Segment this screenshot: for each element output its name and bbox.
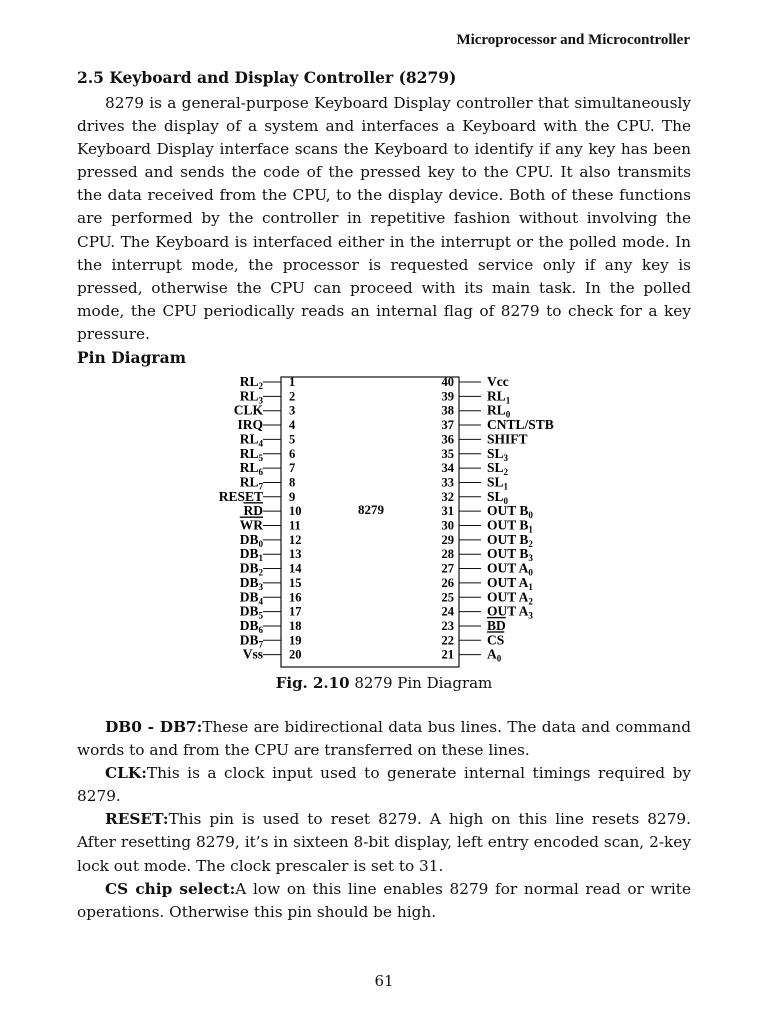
pin-number: 6 [289,446,296,461]
pin-number: 23 [441,618,454,633]
definition-text: This is a clock input used to generate internal timings required by 8279. [77,764,691,806]
pin-subscript: 0 [528,567,533,578]
pin-name: DB [239,531,259,547]
pin-label [234,403,264,418]
pin-subscript: 2 [258,567,263,578]
pin-name: OUT A [487,574,529,590]
page-number: 61 [374,972,394,990]
pin-name: RL [239,374,259,389]
pin-name: RL [239,431,259,447]
definition-cs [77,878,691,924]
pin-number: 8 [289,475,296,490]
pin-subscript: 1 [528,581,533,592]
pin-number: 30 [441,518,454,533]
pin-subscript: 7 [258,481,263,492]
pin-number: 40 [441,375,454,389]
pin-number: 11 [289,518,301,533]
pin-subscript: 4 [258,596,263,607]
pin-number: 31 [441,504,454,519]
pin-number: 24 [441,604,454,619]
pin-definitions [77,716,691,924]
pin-name: RL [239,474,259,490]
chip-body [281,377,459,667]
pin-name: DB [239,603,259,619]
pin-label [487,417,554,432]
pin-number: 7 [289,461,296,476]
pin-number: 17 [289,604,302,619]
pin-number: 2 [289,389,296,404]
pin-number: 12 [289,532,302,547]
pin-name: OUT A [487,603,529,619]
definition-text: These are bidirectional data bus lines. The data and command words to and from the CPU are transferred on these lines. [77,718,691,760]
pin-label [487,632,504,647]
pin-label [487,618,506,633]
pin-subscript: 2 [528,596,533,607]
pin-diagram-heading: Pin Diagram [77,348,187,367]
pin-number: 27 [441,561,454,576]
pin-number: 16 [289,590,302,605]
pin-label [487,374,509,389]
pin-number: 20 [289,647,302,662]
pin-number: 13 [289,547,302,562]
pin-number: 10 [289,504,302,519]
pin-number: 32 [441,489,454,504]
pin-number: 38 [441,403,454,418]
pin-subscript: 4 [258,438,263,449]
pin-number: 28 [441,547,454,562]
pin-subscript: 0 [258,538,263,549]
pin-subscript: 1 [505,395,511,406]
pin-subscript: 2 [503,467,509,478]
pin-number: 33 [441,475,454,490]
pin-label [487,431,528,446]
pin-subscript: 0 [528,510,533,521]
pin-subscript: 2 [528,538,533,549]
pin-name: DB [239,617,259,633]
pin-name: RL [239,460,259,476]
pin-number: 29 [441,532,454,547]
pin-name: SL [487,474,504,490]
pin-subscript: 1 [528,524,533,535]
pin-name: RL [487,402,506,418]
pin-number: 25 [441,590,454,605]
pin-name: SL [487,445,504,461]
right-pins [442,374,554,664]
figure-caption [0,674,768,692]
pin-label [243,647,263,662]
definition-term: RESET: [105,810,169,829]
pin-name: RD [243,503,263,519]
pin-number: 9 [289,489,296,504]
pin-diagram [205,372,575,670]
pin-subscript: 5 [258,452,263,463]
definition-text: A low on this line enables 8279 for normal read or write operations. Otherwise this pin should be high. [77,879,691,921]
running-header: Microprocessor and Microcontroller [456,32,690,48]
definition-term: CLK: [105,764,147,783]
pin-number: 34 [441,461,454,476]
pin-number: 26 [441,575,454,590]
pin-name: DB [239,560,259,576]
pin-name: SL [487,488,504,504]
pin-number: 3 [289,403,296,418]
pin-name: DB [239,574,259,590]
pin-number: 21 [441,647,454,662]
pin-name: OUT B [487,546,529,562]
definition-reset [77,808,691,877]
pin-subscript: 3 [258,581,263,592]
pin-subscript: 5 [258,610,263,621]
pin-name: SL [487,460,504,476]
pin-number: 35 [441,446,454,461]
pin-label [237,417,263,432]
pin-number: 39 [441,389,454,404]
pin-number: 37 [441,418,454,433]
intro-text: 8279 is a general-purpose Keyboard Display controller that simultaneously drives the display of a system and interfaces a Keyboard with the CPU. The Keyboard Display interface scans the Keyboard to identify if any key has been pressed and sends the code of the pressed key to the CPU. It also transmits the data received from the CPU, to the display device. Both of these functions are performed by the controller in repetitive fashion without involving the CPU. The Keyboard is interfaced either in the interrupt or the polled mode. In the interrupt mode, the processor is requested service only if any key is pressed, otherwise the CPU can proceed with its main task. In the polled mode, the CPU periodically reads an internal flag of 8279 to check for a key pressure. [77,94,691,343]
section-title: 2.5 Keyboard and Display Controller (8279) [77,68,457,87]
pin-subscript: 0 [496,653,502,664]
pin-number: 19 [289,633,302,648]
pin-subscript: 7 [258,639,263,650]
pin-name: RL [239,388,259,404]
left-pins [219,374,303,662]
pin-subscript: 1 [503,481,509,492]
pin-subscript: 3 [258,395,263,406]
pin-subscript: 3 [528,610,533,621]
pin-name: RL [239,445,259,461]
pin-number: 1 [289,375,296,389]
definition-db [77,716,691,762]
figure-caption-text: 8279 Pin Diagram [349,674,493,692]
pin-subscript: 6 [258,467,263,478]
pin-number: 22 [441,633,454,648]
pin-name: DB [239,632,259,648]
pin-name: DB [239,589,259,605]
pin-subscript: 0 [503,495,509,506]
pin-name: Vcc [487,374,509,389]
pin-name: Vss [242,646,263,662]
pin-name: SHIFT [487,431,528,447]
pin-name: A [487,646,497,662]
pin-name: OUT B [487,517,529,533]
pin-number: 15 [289,575,302,590]
pin-number: 14 [289,561,302,576]
pin-name: OUT A [487,560,529,576]
pin-name: RESET [218,488,263,504]
pin-subscript: 2 [258,381,263,391]
pin-label [219,489,263,504]
figure-label: Fig. 2.10 [275,674,350,692]
definition-term: CS chip select: [105,879,236,898]
pin-name: BD [487,617,506,633]
pin-subscript: 1 [258,553,263,564]
intro-paragraph [77,92,691,346]
definition-clk [77,762,691,808]
definition-term: DB0 - DB7: [105,718,203,736]
pin-label [244,503,264,518]
pin-name: CNTL/STB [487,417,554,433]
chip-label: 8279 [358,502,384,517]
pin-subscript: 6 [258,624,263,635]
pin-label [240,518,264,533]
pin-subscript: 3 [503,452,509,463]
pin-name: CLK [233,402,263,418]
pin-number: 36 [441,432,454,447]
pin-name: OUT A [487,589,529,605]
pin-subscript: 0 [505,409,511,420]
pin-subscript: 3 [528,553,533,564]
definition-text: This pin is used to reset 8279. A high on this line resets 8279. After resetting 8279, it’s in sixteen 8-bit display, left entry encoded scan, 2-key lock out mode. The clock prescaler is set to 31. [77,810,691,875]
pin-number: 5 [289,432,296,447]
pin-name: WR [239,517,263,533]
pin-name: CS [487,632,505,648]
pin-number: 18 [289,618,302,633]
pin-name: OUT B [487,503,529,519]
pin-label [487,647,502,664]
pin-number: 4 [289,418,296,433]
pin-name: OUT B [487,531,529,547]
pin-name: RL [487,388,506,404]
pin-name: DB [239,546,259,562]
pin-name: IRQ [237,417,263,433]
